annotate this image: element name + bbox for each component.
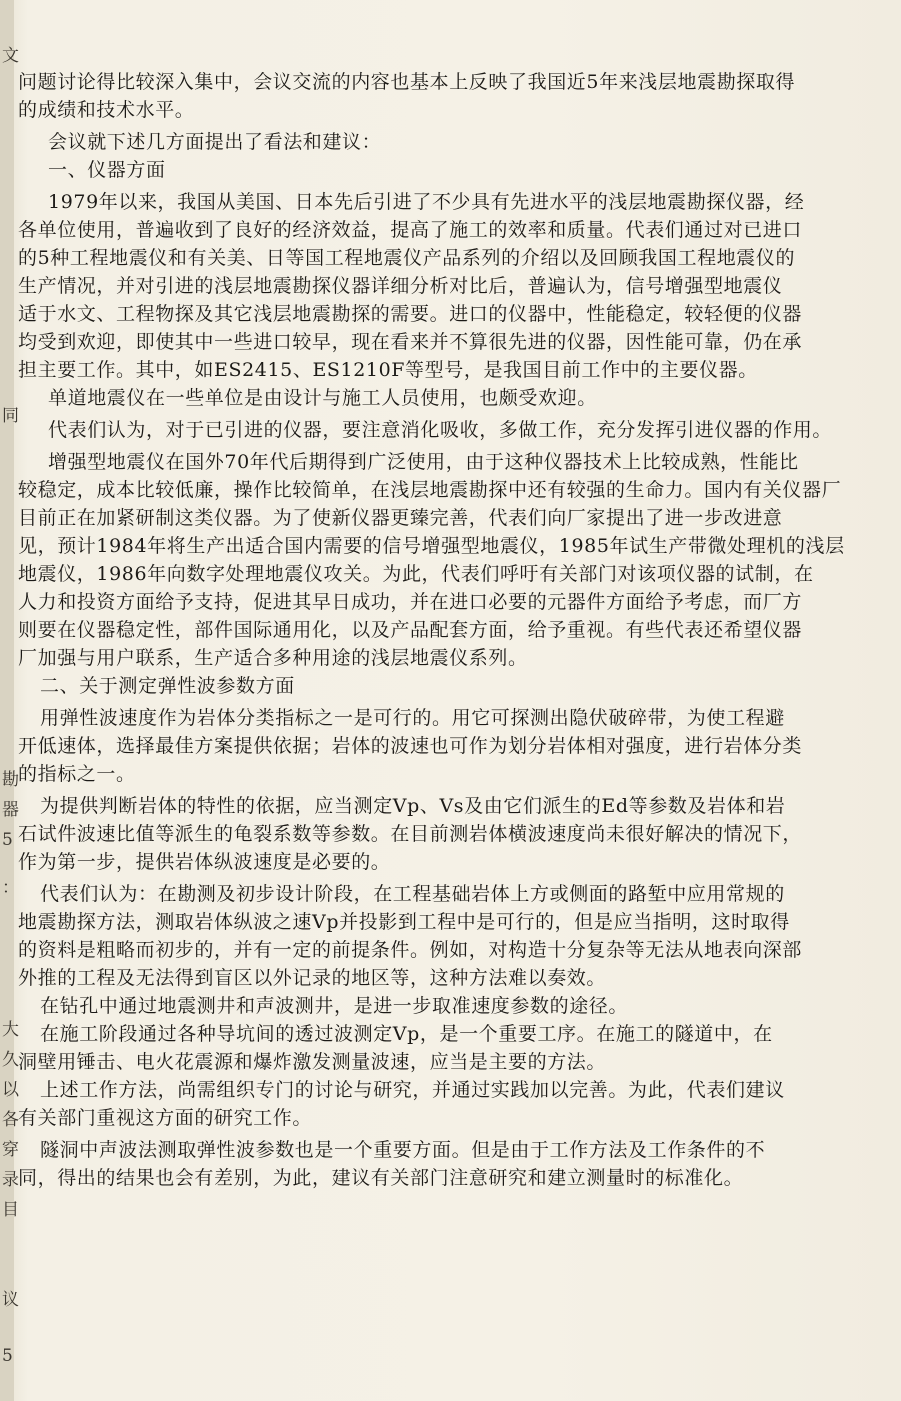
margin-char: 同 [2, 406, 19, 426]
text-line: 生产情况，并对引进的浅层地震勘探仪器详细分析对比后，普遍认为，信号增强型地震仪 [18, 275, 783, 297]
margin-char: 议 [2, 1290, 19, 1310]
text-line: 则要在仪器稳定性，部件国际通用化，以及产品配套方面，给予重视。有些代表还希望仪器 [18, 619, 803, 641]
text-line: 用弹性波速度作为岩体分类指标之一是可行的。用它可探测出隐伏破碎带，为使工程避 [40, 707, 785, 729]
margin-char: 5 [2, 1346, 13, 1366]
text-line: 增强型地震仪在国外70年代后期得到广泛使用，由于这种仪器技术上比较成熟，性能比 [48, 451, 799, 473]
text-line: 较稳定，成本比较低廉，操作比较简单，在浅层地震勘探中还有较强的生命力。国内有关仪器厂 [18, 479, 842, 501]
text-line: 目前正在加紧研制这类仪器。为了使新仪器更臻完善，代表们向厂家提出了进一步改进意 [18, 507, 783, 529]
text-line: 单道地震仪在一些单位是由设计与施工人员使用，也颇受欢迎。 [48, 387, 597, 409]
text-line: 厂加强与用户联系，生产适合多种用途的浅层地震仪系列。 [18, 647, 528, 669]
text-line: 代表们认为，对于已引进的仪器，要注意消化吸收，多做工作，充分发挥引进仪器的作用。 [48, 419, 833, 441]
text-line: 的资料是粗略而初步的，并有一定的前提条件。例如，对构造十分复杂等无法从地表向深部 [18, 939, 803, 961]
text-line: 的5种工程地震仪和有关美、日等国工程地震仪产品系列的介绍以及回顾我国工程地震仪的 [18, 247, 796, 269]
text-line: 隧洞中声波法测取弹性波参数也是一个重要方面。但是由于工作方法及工作条件的不 [40, 1139, 766, 1161]
text-line: 会议就下述几方面提出了看法和建议： [48, 131, 382, 153]
section-heading: 一、仪器方面 [48, 159, 166, 181]
text-line: 为提供判断岩体的特性的依据，应当测定Vp、Vs及由它们派生的Ed等参数及岩体和岩 [40, 795, 786, 817]
section-heading: 二、关于测定弹性波参数方面 [40, 675, 295, 697]
text-line: 地震勘探方法，测取岩体纵波之速Vp并投影到工程中是可行的，但是应当指明，这时取得 [18, 911, 790, 933]
text-line: 均受到欢迎，即使其中一些进口较早，现在看来并不算很先进的仪器，因性能可靠，仍在承 [18, 331, 803, 353]
text-line: 代表们认为：在勘测及初步设计阶段，在工程基础岩体上方或侧面的路堑中应用常规的 [40, 883, 785, 905]
text-line: 有关部门重视这方面的研究工作。 [18, 1107, 313, 1129]
text-line: 见，预计1984年将生产出适合国内需要的信号增强型地震仪，1985年试生产带微处理机的浅层 [18, 535, 845, 557]
text-line: 的成绩和技术水平。 [18, 99, 195, 121]
text-line: 的指标之一。 [18, 763, 136, 785]
text-line: 问题讨论得比较深入集中，会议交流的内容也基本上反映了我国近5年来浅层地震勘探取得 [18, 71, 796, 93]
margin-char: 5 [2, 830, 13, 850]
text-line: 外推的工程及无法得到盲区以外记录的地区等，这种方法难以奏效。 [18, 967, 607, 989]
margin-char: 大 [2, 1020, 19, 1040]
margin-char: 目 [2, 1200, 19, 1220]
text-line: 在钻孔中通过地震测井和声波测井，是进一步取准速度参数的途径。 [40, 995, 629, 1017]
text-line: 担主要工作。其中，如ES2415、ES1210F等型号，是我国目前工作中的主要仪器。 [18, 359, 758, 381]
text-line: 同，得出的结果也会有差别，为此，建议有关部门注意研究和建立测量时的标准化。 [18, 1167, 744, 1189]
text-line: 洞壁用锤击、电火花震源和爆炸激发测量波速，应当是主要的方法。 [18, 1051, 607, 1073]
document-body [18, 68, 876, 1192]
text-line: 各单位使用，普遍收到了良好的经济效益，提高了施工的效率和质量。代表们通过对已进口 [18, 219, 803, 241]
margin-char: ： [2, 878, 19, 898]
text-line: 上述工作方法，尚需组织专门的讨论与研究，并通过实践加以完善。为此，代表们建议 [40, 1079, 785, 1101]
text-line: 石试件波速比值等派生的龟裂系数等参数。在目前测岩体横波速度尚未很好解决的情况下， [18, 823, 803, 845]
margin-char: 录 [2, 1170, 19, 1190]
text-line: 1979年以来，我国从美国、日本先后引进了不少具有先进水平的浅层地震勘探仪器，经 [48, 191, 805, 213]
margin-char: 勘 [2, 770, 19, 790]
text-line: 地震仪，1986年向数字处理地震仪攻关。为此，代表们呼吁有关部门对该项仪器的试制，在 [18, 563, 814, 585]
margin-char: 各 [2, 1110, 19, 1130]
margin-char: 久 [2, 1050, 19, 1070]
margin-char: 文 [2, 46, 19, 66]
text-line: 人力和投资方面给予支持，促进其早日成功，并在进口必要的元器件方面给予考虑，而厂方 [18, 591, 803, 613]
text-line: 作为第一步，提供岩体纵波速度是必要的。 [18, 851, 391, 873]
text-line: 在施工阶段通过各种导坑间的透过波测定Vp，是一个重要工序。在施工的隧道中，在 [40, 1023, 773, 1045]
margin-char: 穿 [2, 1140, 19, 1160]
binding-margin [0, 0, 14, 1401]
margin-char: 器 [2, 800, 19, 820]
text-line: 开低速体，选择最佳方案提供依据；岩体的波速也可作为划分岩体相对强度，进行岩体分类 [18, 735, 803, 757]
margin-char: 以 [2, 1080, 19, 1100]
text-line: 适于水文、工程物探及其它浅层地震勘探的需要。进口的仪器中，性能稳定，较轻便的仪器 [18, 303, 803, 325]
